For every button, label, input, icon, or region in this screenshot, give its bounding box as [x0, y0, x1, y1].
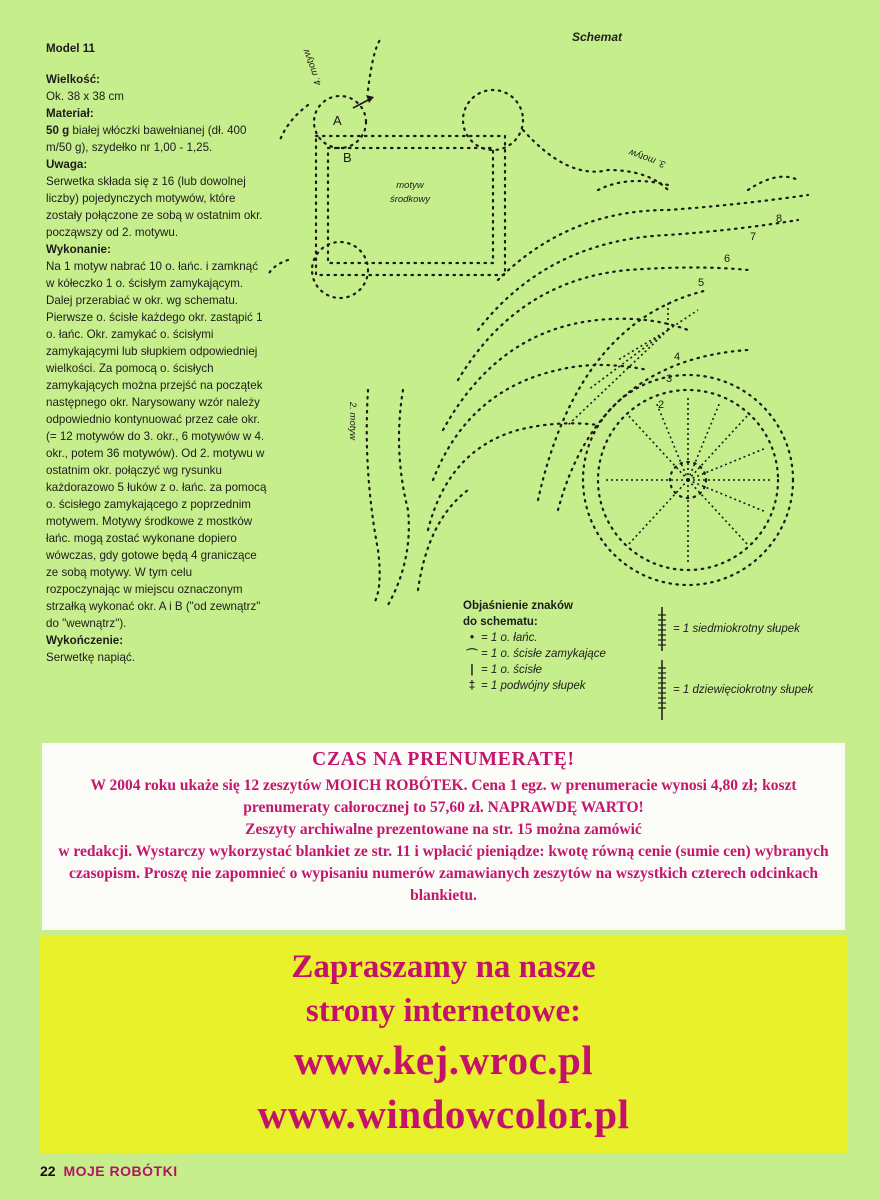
fan-arc	[433, 365, 648, 480]
petal-spoke	[688, 415, 748, 480]
legend-item-text: = 1 o. łańc.	[481, 632, 538, 644]
letter-a: A	[333, 113, 342, 128]
legend-item	[463, 678, 606, 694]
notice-line-3: w redakcji. Wystarczy wykorzystać blankiet ze str. 11 i wpłacić pieniądze: kwotę równą cenie (sumie cen) wybranych czasopism. Proszę nie zapomnieć o wypisaniu numerów zamawianych zeszytów na wszystkich czterech odcinkach blankietu.	[58, 843, 829, 904]
chain-bridge	[368, 40, 380, 90]
notice-line-1: W 2004 roku ukaże się 12 zeszytów MOICH ROBÓTEK. Cena 1 egz. w prenumeracie wynosi 4,80 zł; koszt prenumeraty całorocznej to 57,60 zł. NAPRAWDĘ WARTO!	[90, 777, 797, 816]
legend-item-text: = 1 dziewięciokrotny słupek	[673, 684, 814, 696]
top-arc	[598, 181, 668, 190]
material-heading: Materiał:	[46, 107, 94, 120]
magazine-name: MOJE ROBÓTKI	[63, 1163, 178, 1179]
diagram-title: Schemat	[572, 30, 623, 44]
material-desc: białej włóczki bawełnianej (dł. 400 m/50 g), szydełko nr 1,00 - 1,25.	[46, 124, 247, 154]
motif3-label: 3. motyw	[627, 146, 668, 170]
letter-b: B	[343, 150, 352, 165]
fan-arc	[418, 490, 468, 590]
motif2-label: 2. motyw	[347, 402, 358, 441]
petal-spoke	[656, 402, 688, 480]
top-arc	[748, 177, 798, 190]
scallop-fan	[558, 350, 748, 510]
legend-title-2: do schematu:	[463, 616, 538, 628]
slip-stitch-arc-icon: ⌒	[466, 649, 478, 661]
promo-line-2: strony internetowe:	[305, 993, 582, 1029]
corner-ring	[463, 90, 523, 150]
execution-heading: Wykonanie:	[46, 243, 111, 256]
center-motif-label-2: środkowy	[389, 194, 431, 205]
legend-item-text: = 1 o. ścisłe	[481, 664, 543, 676]
promo-url-1[interactable]: www.kej.wroc.pl	[293, 1037, 594, 1083]
chain-dot-icon: •	[469, 632, 475, 644]
promo-url-2[interactable]: www.windowcolor.pl	[257, 1091, 630, 1137]
petal-spoke	[688, 480, 766, 512]
round-number: 4	[674, 351, 681, 363]
round-number: 5	[698, 277, 705, 289]
notice-title: CZAS NA PRENUMERATĘ!	[312, 749, 575, 770]
legend-item	[463, 630, 606, 646]
legend-item-text: = 1 siedmiokrotny słupek	[673, 623, 800, 635]
fan-arc	[498, 195, 808, 280]
finish-text: Serwetkę napiąć.	[46, 651, 135, 664]
fan-arc	[458, 268, 748, 381]
legend-item-text: = 1 o. ścisłe zamykające	[481, 648, 606, 660]
material-text	[46, 122, 268, 156]
subscription-notice	[42, 743, 845, 930]
size-text: Ok. 38 x 38 cm	[46, 90, 124, 103]
round-number: 2	[658, 399, 665, 411]
single-crochet-icon: |	[470, 664, 474, 676]
promo-line-1: Zapraszamy na nasze	[291, 949, 596, 985]
legend-item	[463, 662, 606, 678]
instructions-column	[46, 40, 268, 666]
chain-bridge	[280, 105, 308, 140]
fan-arc	[428, 423, 598, 530]
center-motif-outline	[328, 148, 493, 263]
center-motif-label-1: motyw	[396, 180, 424, 191]
finish-heading: Wykończenie:	[46, 634, 124, 647]
seven-fold-treble-icon	[651, 607, 673, 651]
round-number: 8	[776, 213, 783, 225]
chain-bridge	[268, 260, 288, 275]
legend-title-1: Objaśnienie znaków	[463, 600, 573, 612]
legend-item-text: = 1 podwójny słupek	[481, 680, 586, 692]
legend-item	[651, 606, 813, 652]
fan-spoke	[568, 330, 668, 425]
chain-column	[388, 390, 409, 605]
double-treble-icon: ‡	[468, 680, 476, 692]
scallop-fan	[538, 290, 708, 500]
petal-spoke	[688, 448, 766, 480]
notice-line-2: Zeszyty archiwalne prezentowane na str. 15 można zamówić	[245, 821, 642, 838]
arrow-head-icon	[366, 95, 374, 103]
website-promo	[40, 935, 847, 1153]
page-number: 22	[40, 1163, 56, 1179]
legend-right	[651, 606, 813, 722]
petal-spoke	[688, 402, 720, 480]
round-number: 7	[750, 231, 757, 243]
round-number: 3	[666, 373, 673, 385]
crochet-diagram	[268, 30, 858, 620]
note-text: Serwetka składa się z 16 (lub dowolnej liczby) pojedynczych motywów, które zostały połączone ze sobą w ostatnim okr. począwszy od 2. motywu.	[46, 175, 263, 239]
size-heading: Wielkość:	[46, 73, 101, 86]
round-number: 6	[724, 253, 731, 265]
petal-spoke	[628, 480, 688, 545]
execution-text: Na 1 motyw nabrać 10 o. łańc. i zamknąć w kółeczko 1 o. ścisłym zamykającym. Dalej przerabiać w okr. wg schematu. Pierwsze o. ścisłe każdego okr. zastąpić 1 o. łańc. Okr. zamykać o. ścisłymi zamykającymi lub słupkiem odpowiedniej wielkości. Za pomocą o. ścisłych zamykających można przejść na początek następnego okr. Narysowany wzór należy odpowiednio kontynuować przez całe okr. (= 12 motywów do 3. okr., 6 motywów w 4. okr., potem 36 motywów). Od 2. motywu w ostatnim okr. połączyć wg rysunku każdorazowo 5 łuków z o. łańc. za pomocą o. ścisłego zamykającego z poprzednim motywem. Motywy środkowe z mostków łańc. mogą zostać wykonane dopiero wówczas, gdy gotowe będą 4 graniczące ze sobą motywy. W tym celu rozpoczynając w miejscu oznaczonym strzałką wykonać okr. A i B ("od zewnątrz" do "wewnątrz").	[46, 260, 267, 630]
note-heading: Uwaga:	[46, 158, 88, 171]
petal-spoke	[628, 415, 688, 480]
model-title: Model 11	[46, 42, 95, 55]
page-footer	[40, 1163, 178, 1179]
motif4-label: 4. motyw	[300, 47, 325, 88]
material-amount: 50 g	[46, 124, 70, 137]
corner-ring	[312, 242, 368, 298]
nine-fold-treble-icon	[651, 660, 673, 720]
petal-spoke	[688, 480, 748, 545]
legend-item	[463, 646, 606, 662]
legend-item	[651, 658, 813, 722]
chain-column	[367, 390, 380, 605]
fan-spoke	[668, 310, 698, 330]
fan-spoke	[618, 330, 668, 360]
legend	[463, 598, 606, 694]
